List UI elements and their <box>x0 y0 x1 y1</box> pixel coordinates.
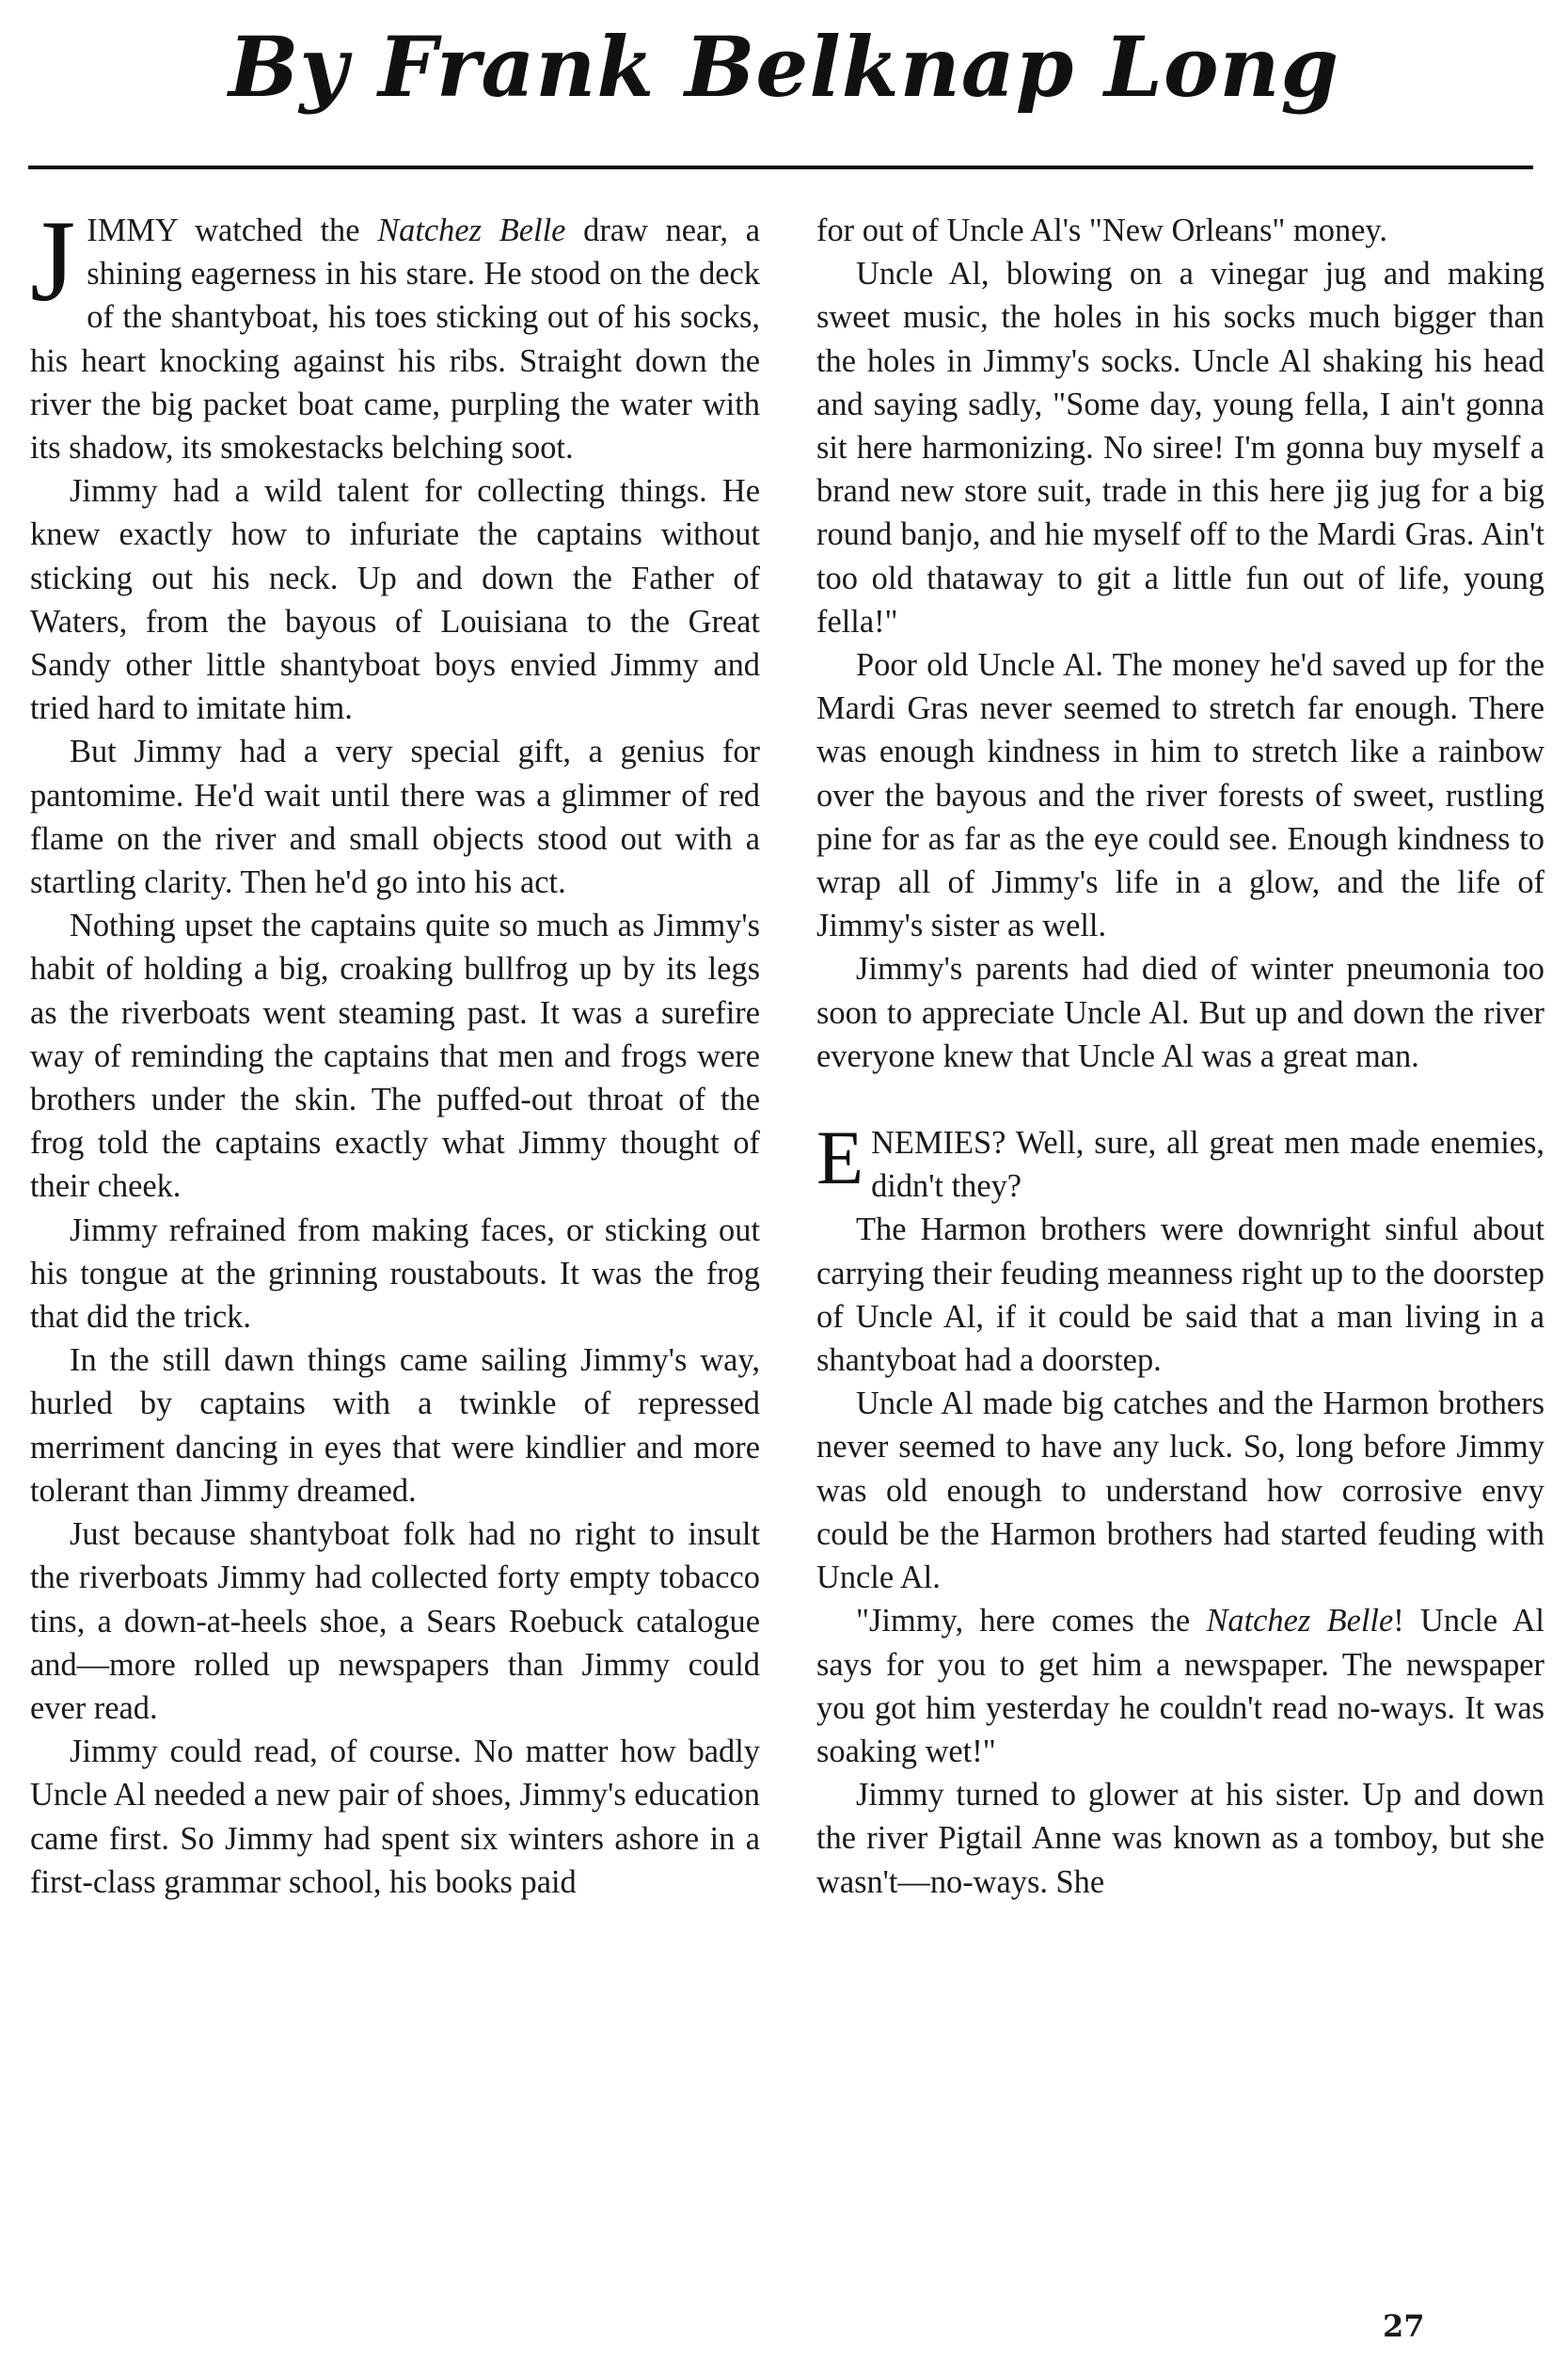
paragraph-dialogue <box>816 1599 1544 1773</box>
header-rule <box>28 166 1533 169</box>
ship-name: Natchez Belle <box>1206 1603 1394 1639</box>
drop-cap: J <box>30 197 76 325</box>
section-break <box>816 1078 1544 1121</box>
paragraph-uncle-al-kindness: Poor old Uncle Al. The money he'd saved up for the Mardi Gras never seemed to stretch far enough. There was enough kindness in him to stretch like a rainbow over the bayous and the river forests of sweet, rustling pine for as far as the eye could see. Enough kindness to wrap all of Jimmy's life in a glow, and the life of Jimmy's sister as well. <box>816 647 1544 944</box>
paragraph-harmon-feud: The Harmon brothers were downright sinful about carrying their feuding meanness right up to the doorstep of Uncle Al, if it could be said that a man living in a shantyboat had a doorstep. <box>816 1212 1544 1379</box>
byline-title: By Frank Belknap Long <box>228 18 1340 116</box>
paragraph-sister: Jimmy turned to glower at his sister. Up and down the river Pigtail Anne was known as a tomboy, but she wasn't—no-ways. She <box>816 1777 1544 1900</box>
ship-name: Natchez Belle <box>377 213 566 248</box>
paragraph-3: But Jimmy had a very special gift, a genius for pantomime. He'd wait until there was a glimmer of red flame on the river and small objects stood out with a startling clarity. Then he'd go into his act. <box>30 734 760 901</box>
paragraph-text: NEMIES? Well, sure, all great men made enemies, didn't they? <box>871 1125 1544 1205</box>
paragraph-big-catches: Uncle Al made big catches and the Harmon brothers never seemed to have any luck. So, long before Jimmy was old enough to understand how corrosive envy could be the Harmon brothers had started feuding with Uncle Al. <box>816 1386 1544 1596</box>
paragraph-4: Nothing upset the captains quite so much as Jimmy's habit of holding a big, croaking bullfrog up by its legs as the riverboats went steaming past. It was a surefire way of reminding the captains that men and frogs were brothers under the skin. The puffed-out throat of the frog told the captains exactly what Jimmy thought of their cheek. <box>30 908 760 1205</box>
paragraph-6: In the still dawn things came sailing Jimmy's way, hurled by captains with a twinkle of repressed merriment dancing in eyes that were kindlier and more tolerant than Jimmy dreamed. <box>30 1342 760 1509</box>
paragraph-continued: for out of Uncle Al's "New Orleans" money. <box>816 213 1387 248</box>
left-column <box>30 197 760 1904</box>
paragraph-5: Jimmy refrained from making faces, or sticking out his tongue at the grinning roustabouts. It was the frog that did the trick. <box>30 1212 760 1336</box>
page-number: 27 <box>1383 2308 1425 2344</box>
paragraph-text: draw near, a shining eagerness in his stare. He stood on the deck of the shantyboat, his toes sticking out of his socks, his heart knocking against his ribs. Straight down the river the big packet boat came, purpling the water with its shadow, its smokestacks belching soot. <box>30 213 760 467</box>
paragraph-enemies <box>816 1115 1544 1208</box>
paragraph-text: IMMY watched the <box>87 213 378 248</box>
paragraph-7: Just because shantyboat folk had no right to insult the riverboats Jimmy had collected forty empty tobacco tins, a down-at-heels shoe, a Sears Roebuck catalogue and—more rolled up newspapers than Jimmy could ever read. <box>30 1516 760 1726</box>
paragraph-text: ! Uncle Al says for you to get him a newspaper. The newspaper you got him yesterday he couldn't read no-ways. It was soaking wet!" <box>816 1603 1544 1769</box>
paragraph-1 <box>30 197 760 469</box>
paragraph-uncle-al-music: Uncle Al, blowing on a vinegar jug and making sweet music, the holes in his socks much bigger than the holes in Jimmy's socks. Uncle Al shaking his head and saying sadly, "Some day, young fella, I ain't gonna sit here harmonizing. No siree! I'm gonna buy myself a brand new store suit, trade in this here jig jug for a big round banjo, and hie myself off to the Mardi Gras. Ain't too old thataway to git a little fun out of life, young fella!" <box>816 256 1544 640</box>
paragraph-8: Jimmy could read, of course. No matter how badly Uncle Al needed a new pair of shoes, Jimmy's education came first. So Jimmy had spent six winters ashore in a first-class grammar school, his books paid <box>30 1734 760 1900</box>
right-column <box>816 209 1544 1904</box>
drop-cap: E <box>816 1115 864 1201</box>
paragraph-text: "Jimmy, here comes the <box>856 1603 1207 1639</box>
paragraph-2: Jimmy had a wild talent for collecting things. He knew exactly how to infuriate the captains without sticking out his neck. Up and down the Father of Waters, from the bayous of Louisiana to the Great Sandy other little shantyboat boys envied Jimmy and tried hard to imitate him. <box>30 473 760 727</box>
paragraph-parents: Jimmy's parents had died of winter pneumonia too soon to appreciate Uncle Al. But up and down the river everyone knew that Uncle Al was a great man. <box>816 951 1544 1074</box>
